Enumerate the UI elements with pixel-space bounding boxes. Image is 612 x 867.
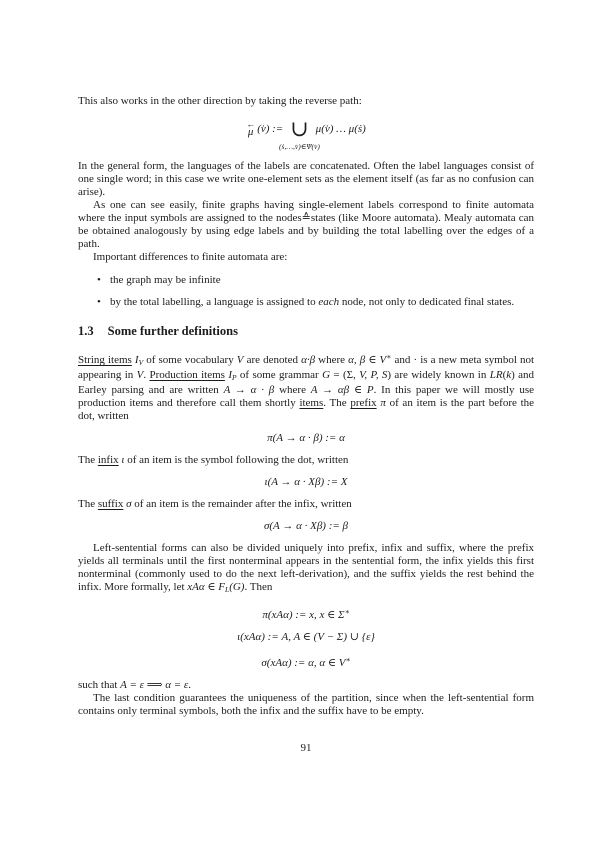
bullet-item [78,274,534,287]
paragraph-general-form: In the general form, the languages of the labels are concatenated. Often the label languages consist of one single word; in this case we write one-element sets as the element itself (as far as no confusion can arise). [78,160,534,198]
bullet-marker: • [97,274,101,286]
formula-rhs: μ(v̇) … μ(ṡ) [315,122,366,135]
formula-sigma-x: σ(xAα) := α, α ∈ V∗ [261,655,351,669]
big-union-operator: ∪ (ṡ,…,v̇)∈Ψ(v̇) [279,116,320,151]
paragraph-string-items: String items IV of some vocabulary V are denoted α·β where α, β ∈ V∗ and · is a new meta symbol not appearing in V. Production items IP of some grammar G = (Σ, V, P, S) are widely known in LR(k) and Earley parsing and are written A → α · β where A → αβ ∈ P. In this paper we will mostly use production items and therefore call them shortly items. The prefix π of an item is the part before the dot, written [78,352,535,422]
paragraph-such-that: such that A = ε ⟹ α = ε. [78,679,192,691]
section-number: 1.3 [78,324,94,338]
page-number: 91 [300,742,312,754]
bullet-marker: • [97,296,101,308]
section-title: Some further definitions [107,324,238,338]
paragraph-differences: Important differences to finite automata are: [93,251,288,263]
formula-suffix: σ(A → α · Xβ) := β [263,520,349,532]
formula-pi-x: π(xAα) := x, x ∈ Σ∗ [262,607,350,621]
formula-lhs: (v̇) := [257,122,284,135]
mu-overleftarrow: ← μ [246,118,256,138]
bullet-list [78,274,534,309]
paragraph-infix: The infix ι of an item is the symbol following the dot, written [78,454,349,466]
union-limits: (ṡ,…,v̇)∈Ψ(v̇) [279,142,320,151]
formula-prefix: π(A → α · β) := α [267,432,345,444]
bullet-text: the graph may be infinite [110,274,221,286]
paragraph-left-sentential: Left-sentential forms can also be divided uniquely into prefix, infix and suffix, where the prefix yields all terminals until the first nonterminal appears in the sentential form, the infix yields this first nonterminal (commonly used to do the next left-derivation), and the suffix yields the rest behind the infix. More formally, let xAα ∈ FL(G). Then [78,542,534,594]
paragraph-suffix: The suffix σ of an item is the remainder after the infix, written [78,498,352,510]
paragraph-last-condition: The last condition guarantees the uniqueness of the partition, since when the left-sentential form contains only terminal symbols, both the infix and the suffix have to be empty. [78,692,534,717]
bullet-item [78,296,534,309]
formula-iota-x: ι(xAα) := A, A ∈ (V − Σ) ∪ {ε} [237,631,375,643]
formula-reverse-path [78,114,534,151]
bullet-text: by the total labelling, a language is assigned to each node, not only to dedicated final states. [110,296,515,308]
paragraph-automata: As one can see easily, finite graphs having single-element labels correspond to finite automata where the input symbols are assigned to the nodes≙states (like Moore automata). Mealy automata can be obtained analogously by using edge labels and by building the total labelling over the edges of a path. [78,199,534,250]
section-heading [78,324,534,339]
formula-infix: ι(A → α · Xβ) := X [264,476,348,488]
intro-paragraph: This also works in the other direction by taking the reverse path: [78,95,362,107]
left-arrow-accent: ← [246,118,256,129]
